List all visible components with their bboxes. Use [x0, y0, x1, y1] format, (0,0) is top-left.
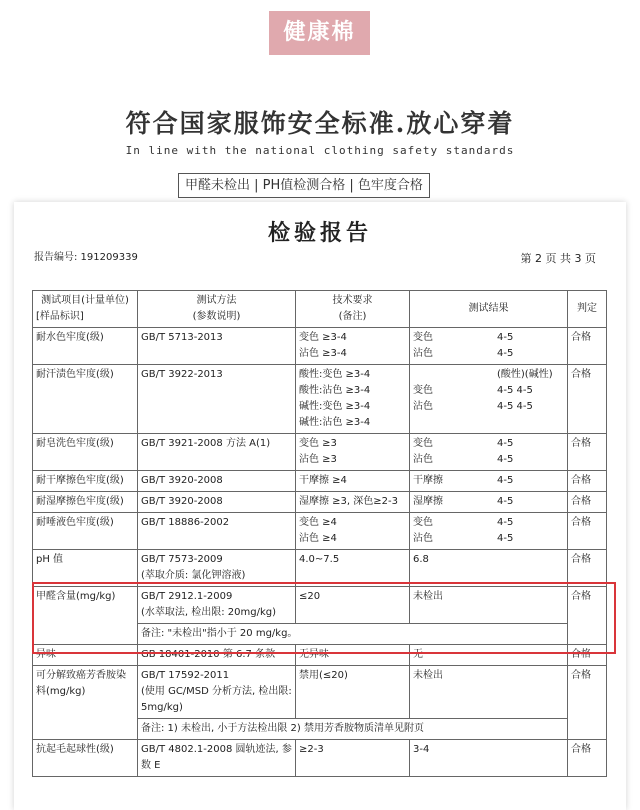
test-item-cell: 耐湿摩擦色牢度(级) — [33, 492, 138, 513]
method-cell — [138, 434, 296, 471]
method-cell — [138, 328, 296, 365]
test-item-cell: 甲醛含量(mg/kg) — [33, 587, 138, 645]
requirement-line: 禁用(≤20) — [299, 670, 348, 681]
result-line — [413, 494, 564, 510]
result-line — [413, 452, 564, 468]
result-line — [413, 399, 564, 415]
method-cell — [138, 513, 296, 550]
requirement-line: 无异味 — [299, 649, 329, 660]
requirement-cell — [296, 365, 410, 434]
table-row — [33, 328, 607, 365]
result-cell — [410, 492, 568, 513]
test-item-cell: 耐唾液色牢度(级) — [33, 513, 138, 550]
result-value — [483, 742, 564, 758]
verdict-cell: 合格 — [568, 328, 607, 365]
result-line — [413, 515, 564, 531]
requirement-line: ≥2-3 — [299, 744, 324, 755]
result-label: 变色 — [413, 385, 433, 396]
method-line: GB/T 3921-2008 方法 A(1) — [141, 438, 271, 449]
brand-badge: 健康棉 — [269, 11, 370, 55]
note-cell: 备注: "未检出"指小于 20 mg/kg。 — [138, 624, 568, 645]
method-line: GB/T 3920-2008 — [141, 475, 223, 486]
report-table — [32, 290, 607, 777]
requirement-line: 酸性:沾色 ≥3-4 — [299, 385, 371, 396]
result-value: 4-5 — [497, 438, 514, 449]
method-cell — [138, 365, 296, 434]
test-item-cell: 抗起毛起球性(级) — [33, 740, 138, 777]
result-label: 6.8 — [413, 554, 429, 565]
result-cell — [410, 550, 568, 587]
result-label: 变色 — [413, 438, 433, 449]
method-line: GB/T 3920-2008 — [141, 496, 223, 507]
result-label: 未检出 — [413, 591, 443, 602]
header-requirement — [296, 291, 410, 328]
result-cell — [410, 365, 568, 434]
result-value — [483, 668, 564, 684]
header-item-line1: 测试项目(计量单位) — [41, 295, 129, 306]
header-method-line2: (参数说明) — [192, 311, 241, 322]
requirement-line: 碱性:变色 ≥3-4 — [299, 401, 371, 412]
requirement-line: 4.0~7.5 — [299, 554, 340, 565]
test-item-cell: 耐皂洗色牢度(级) — [33, 434, 138, 471]
table-header-row — [33, 291, 607, 328]
requirement-cell — [296, 513, 410, 550]
method-line: GB/T 2912.1-2009 — [141, 591, 233, 602]
result-value: 4-5 4-5 — [497, 401, 533, 412]
verdict-cell: 合格 — [568, 513, 607, 550]
result-label: 3-4 — [413, 744, 430, 755]
method-line: (水萃取法, 检出限: 20mg/kg) — [141, 607, 277, 618]
formaldehyde-highlight-box — [32, 582, 616, 654]
result-line — [413, 531, 564, 547]
method-cell — [138, 550, 296, 587]
result-label: 沾色 — [413, 533, 433, 544]
result-label: 变色 — [413, 332, 433, 343]
report-number: 报告编号: 191209339 — [34, 252, 138, 263]
method-line: (使用 GC/MSD 分析方法, 检出限: 5mg/kg) — [141, 686, 292, 713]
method-line: GB/T 3922-2013 — [141, 369, 223, 380]
result-label: 未检出 — [413, 670, 443, 681]
result-label: 沾色 — [413, 454, 433, 465]
requirement-cell — [296, 434, 410, 471]
table-row — [33, 740, 607, 777]
method-line: (萃取介质: 氯化钾溶液) — [141, 570, 246, 581]
result-value: 4-5 — [497, 454, 514, 465]
verdict-cell: 合格 — [568, 740, 607, 777]
result-line — [413, 367, 564, 383]
method-line: GB 18401-2010 第 6.7 条款 — [141, 649, 276, 660]
result-value — [483, 552, 564, 568]
test-item-cell: 耐干摩擦色牢度(级) — [33, 471, 138, 492]
requirement-cell — [296, 666, 410, 719]
result-cell — [410, 471, 568, 492]
method-cell — [138, 740, 296, 777]
requirement-cell — [296, 740, 410, 777]
result-label: 干摩擦 — [413, 475, 443, 486]
table-row — [33, 550, 607, 587]
method-line: GB/T 4802.1-2008 圆轨迹法, 参数 E — [141, 744, 292, 771]
verdict-cell: 合格 — [568, 471, 607, 492]
table-row — [33, 492, 607, 513]
header-req-line2: (备注) — [338, 311, 367, 322]
requirement-line: ≤20 — [299, 591, 321, 602]
result-value: 4-5 — [497, 348, 514, 359]
verdict-cell: 合格 — [568, 587, 607, 645]
result-cell — [410, 328, 568, 365]
header-item — [33, 291, 138, 328]
result-line — [413, 383, 564, 399]
result-cell — [410, 434, 568, 471]
requirement-line: 酸性:变色 ≥3-4 — [299, 369, 371, 380]
verdict-cell: 合格 — [568, 434, 607, 471]
result-label: 无 — [413, 649, 423, 660]
table-row — [33, 513, 607, 550]
method-cell — [138, 666, 296, 719]
header-item-line2: [样品标识] — [36, 311, 84, 322]
note-cell: 备注: 1) 未检出, 小于方法检出限 2) 禁用芳香胺物质清单见附页 — [138, 719, 568, 740]
test-item-cell: pH 值 — [33, 550, 138, 587]
result-line — [413, 330, 564, 346]
table-row — [33, 471, 607, 492]
requirement-line: 变色 ≥3-4 — [299, 332, 347, 343]
method-line: GB/T 7573-2009 — [141, 554, 223, 565]
report-document — [14, 202, 626, 810]
header-method — [138, 291, 296, 328]
requirement-cell — [296, 492, 410, 513]
method-cell — [138, 471, 296, 492]
result-value: (酸性)(碱性) — [497, 369, 553, 380]
headline: 符合国家服饰安全标准.放心穿着 — [125, 109, 515, 138]
method-line: GB/T 18886-2002 — [141, 517, 230, 528]
subheadline: In line with the national clothing safety standards — [125, 144, 515, 157]
result-cell — [410, 666, 568, 719]
test-item-cell: 耐水色牢度(级) — [33, 328, 138, 365]
requirement-line: 变色 ≥3 — [299, 438, 337, 449]
result-value: 4-5 — [497, 332, 514, 343]
result-line — [413, 552, 564, 568]
requirement-cell — [296, 328, 410, 365]
method-line: GB/T 5713-2013 — [141, 332, 223, 343]
verdict-cell: 合格 — [568, 365, 607, 434]
claims-box: 甲醛未检出 | PH值检测合格 | 色牢度合格 — [178, 173, 430, 198]
requirement-line: 变色 ≥4 — [299, 517, 337, 528]
result-line — [413, 346, 564, 362]
result-line — [413, 473, 564, 489]
result-value: 4-5 — [497, 496, 514, 507]
verdict-cell: 合格 — [568, 666, 607, 740]
test-item-cell: 可分解致癌芳香胺染料(mg/kg) — [33, 666, 138, 740]
header-method-line1: 测试方法 — [196, 295, 237, 306]
result-value: 4-5 4-5 — [497, 385, 533, 396]
requirement-cell — [296, 471, 410, 492]
result-label: 沾色 — [413, 348, 433, 359]
result-label: 变色 — [413, 517, 433, 528]
requirement-line: 沾色 ≥3-4 — [299, 348, 347, 359]
result-line — [413, 668, 564, 684]
header-result: 测试结果 — [410, 291, 568, 328]
method-line: GB/T 17592-2011 — [141, 670, 230, 681]
result-value: 4-5 — [497, 517, 514, 528]
page-indicator: 第 2 页 共 3 页 — [520, 252, 596, 265]
table-row — [33, 365, 607, 434]
result-line — [413, 742, 564, 758]
test-item-cell: 异味 — [33, 645, 138, 666]
table-row — [33, 434, 607, 471]
requirement-line: 湿摩擦 ≥3, 深色≥2-3 — [299, 496, 398, 507]
verdict-cell: 合格 — [568, 492, 607, 513]
result-cell — [410, 513, 568, 550]
method-cell — [138, 492, 296, 513]
requirement-line: 沾色 ≥4 — [299, 533, 337, 544]
requirement-cell — [296, 550, 410, 587]
table-row — [33, 666, 607, 719]
verdict-cell: 合格 — [568, 645, 607, 666]
requirement-line: 干摩擦 ≥4 — [299, 475, 347, 486]
result-value: 4-5 — [497, 533, 514, 544]
test-item-cell: 耐汗渍色牢度(级) — [33, 365, 138, 434]
header-verdict: 判定 — [568, 291, 607, 328]
result-cell — [410, 740, 568, 777]
result-line — [413, 436, 564, 452]
result-label — [413, 367, 483, 383]
header-req-line1: 技术要求 — [332, 295, 373, 306]
result-label: 湿摩擦 — [413, 496, 443, 507]
report-title: 检验报告 — [267, 220, 372, 246]
requirement-line: 碱性:沾色 ≥3-4 — [299, 417, 371, 428]
verdict-cell: 合格 — [568, 550, 607, 587]
requirement-line: 沾色 ≥3 — [299, 454, 337, 465]
result-label: 沾色 — [413, 401, 433, 412]
result-value: 4-5 — [497, 475, 514, 486]
